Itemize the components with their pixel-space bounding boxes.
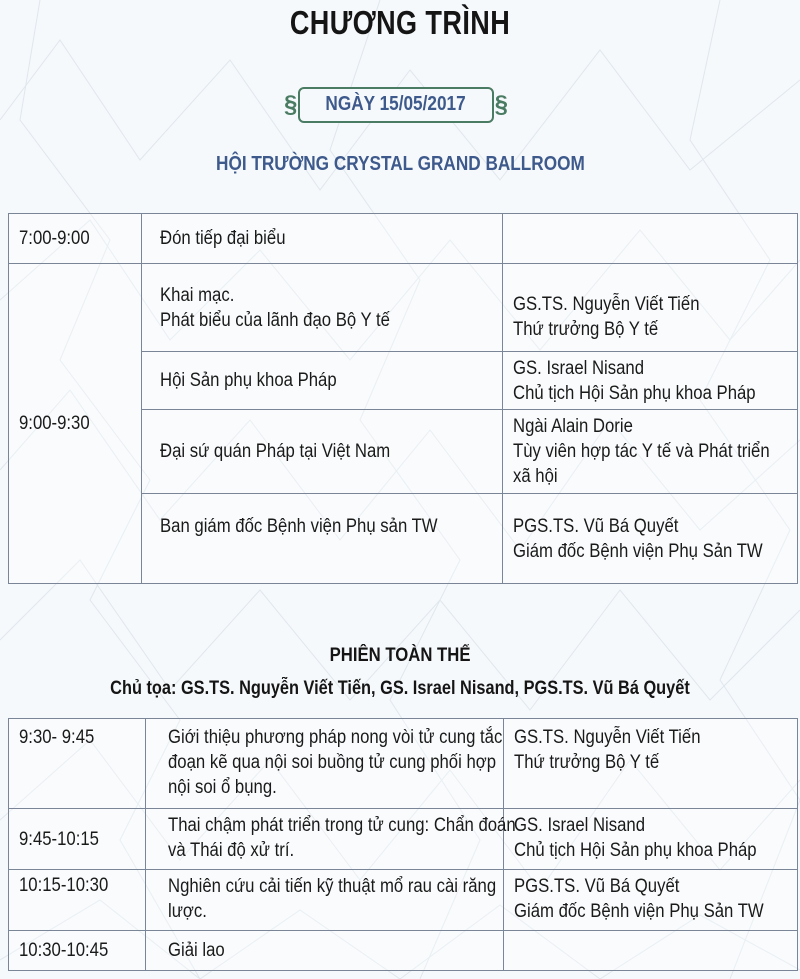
activity-cell: Đón tiếp đại biểu <box>142 214 503 264</box>
activity-cell: Ban giám đốc Bệnh viện Phụ sản TW <box>142 494 503 584</box>
speaker-title: Chủ tịch Hội Sản phụ khoa Pháp <box>513 382 756 404</box>
table-row <box>9 719 798 809</box>
time-cell: 7:00-9:00 <box>9 214 142 264</box>
speaker-title: Giám đốc Bệnh viện Phụ Sản TW <box>513 541 763 562</box>
speaker-cell <box>503 352 798 410</box>
speaker-cell <box>503 264 798 352</box>
session-title: PHIÊN TOÀN THỂ <box>329 645 471 666</box>
speaker-cell <box>503 214 798 264</box>
speaker-name: PGS.TS. Vũ Bá Quyết <box>513 516 679 537</box>
table-row <box>9 214 798 264</box>
speaker-cell <box>504 931 798 971</box>
table-row <box>9 809 798 870</box>
speaker-cell <box>504 870 798 931</box>
time-cell: 9:30- 9:45 <box>9 719 146 809</box>
plenary-schedule-table <box>8 718 798 971</box>
topic-cell: Giới thiệu phương pháp nong vòi tử cung tắc đoạn kẽ qua nội soi buồng tử cung phối hợp nội soi ổ bụng. <box>146 719 504 809</box>
date-badge <box>284 85 508 123</box>
speaker-cell <box>504 809 798 870</box>
speaker-cell <box>503 494 798 584</box>
ornament-left-icon: § <box>284 91 298 118</box>
topic-cell: Nghiên cứu cải tiến kỹ thuật mổ rau cài răng lược. <box>146 870 504 931</box>
speaker-title: Chủ tịch Hội Sản phụ khoa Pháp <box>514 840 757 861</box>
activity-cell: Khai mạc. Phát biểu của lãnh đạo Bộ Y tế <box>142 264 503 352</box>
time-cell: 10:30-10:45 <box>9 931 146 971</box>
page-title: CHƯƠNG TRÌNH <box>289 4 511 41</box>
venue-heading <box>0 153 800 176</box>
date-label: NGÀY 15/05/2017 <box>325 93 467 115</box>
time-cell: 10:15-10:30 <box>9 870 146 931</box>
speaker-title: Giám đốc Bệnh viện Phụ Sản TW <box>514 901 764 922</box>
time-cell: 9:45-10:15 <box>9 809 146 870</box>
activity-cell: Đại sứ quán Pháp tại Việt Nam <box>142 410 503 494</box>
speaker-name: PGS.TS. Vũ Bá Quyết <box>514 876 680 897</box>
speaker-title: Thứ trưởng Bộ Y tế <box>513 319 659 340</box>
table-row <box>9 931 798 971</box>
speaker-name: GS. Israel Nisand <box>513 357 645 379</box>
opening-schedule-table <box>8 213 798 584</box>
speaker-cell <box>503 410 798 494</box>
topic-cell: Giải lao <box>146 931 504 971</box>
ornament-right-icon: § <box>494 91 508 118</box>
date-label-box <box>298 87 494 123</box>
speaker-title: Tùy viên hợp tác Y tế và Phát triển <box>513 441 770 462</box>
table-row <box>9 870 798 931</box>
time-cell: 9:00-9:30 <box>9 264 142 584</box>
speaker-name: GS.TS. Nguyễn Viết Tiến <box>514 727 701 748</box>
venue-label: HỘI TRƯỜNG CRYSTAL GRAND BALLROOM <box>215 153 585 175</box>
speaker-title: xã hội <box>513 466 558 487</box>
activity-cell: Hội Sản phụ khoa Pháp <box>142 352 503 410</box>
topic-cell: Thai chậm phát triển trong tử cung: Chẩn đoán và Thái độ xử trí. <box>146 809 504 870</box>
speaker-name: GS.TS. Nguyễn Viết Tiến <box>513 294 700 315</box>
speaker-name: GS. Israel Nisand <box>514 815 646 836</box>
speaker-title: Thứ trưởng Bộ Y tế <box>514 752 660 773</box>
speaker-name: Ngài Alain Dorie <box>513 416 633 437</box>
session-chairs: Chủ tọa: GS.TS. Nguyễn Viết Tiến, GS. Israel Nisand, PGS.TS. Vũ Bá Quyết <box>110 678 690 699</box>
table-row <box>9 264 798 352</box>
speaker-cell <box>504 719 798 809</box>
